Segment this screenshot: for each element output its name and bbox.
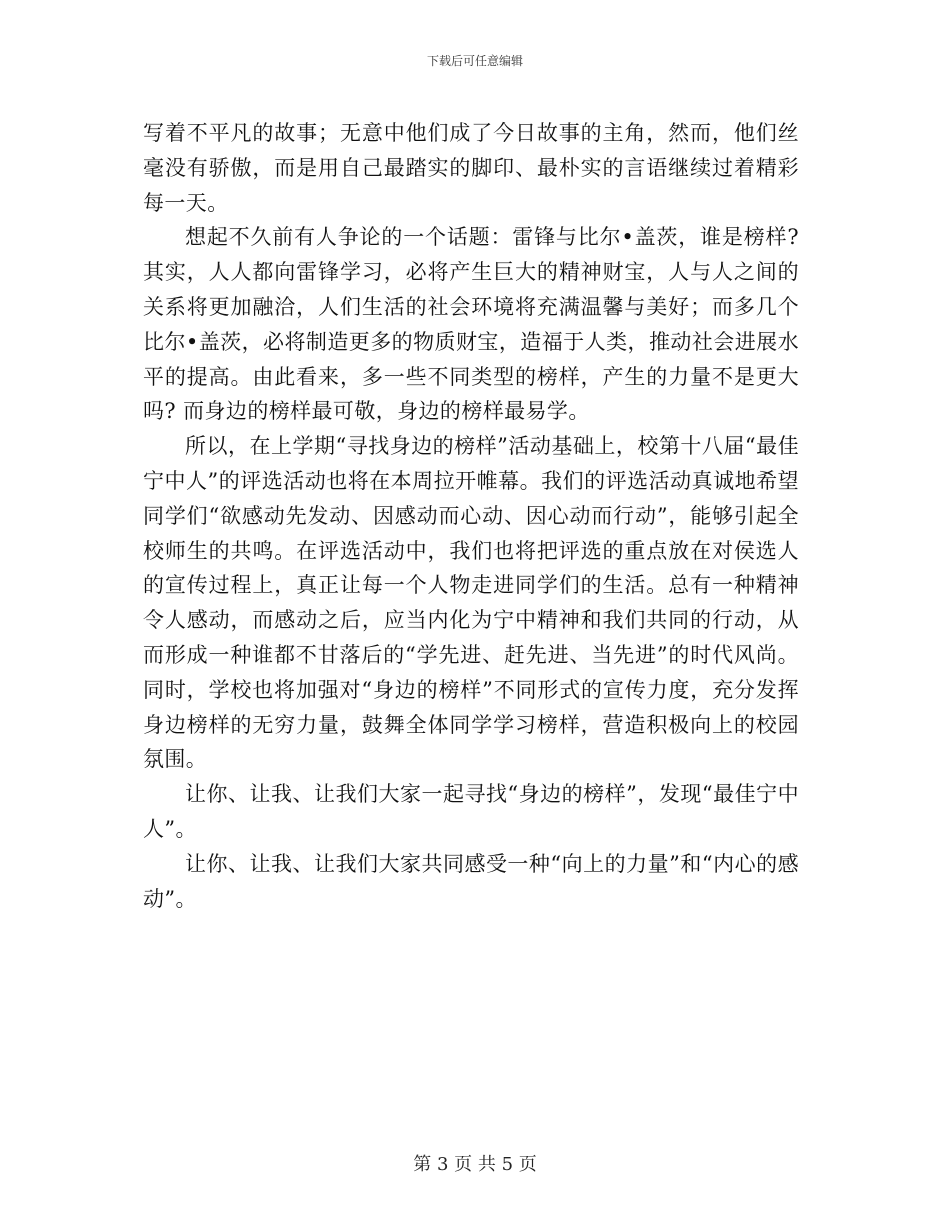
page-number: 第 3 页 共 5 页 <box>413 1154 537 1175</box>
page-header-note: 下载后可任意编辑 <box>426 54 523 68</box>
document-body <box>143 116 799 916</box>
paragraph-find-role-models: 让你、让我、让我们大家一起寻找“身边的榜样”，发现“最佳宁中人”。 <box>143 782 799 841</box>
paragraph-continued: 写着不平凡的故事；无意中他们成了今日故事的主角，然而，他们丝毫没有骄傲，而是用自己最踏实的脚印、最朴实的言语继续过着精彩每一天。 <box>143 121 799 215</box>
paragraph-selection-activity: 所以，在上学期“寻找身边的榜样”活动基础上，校第十八届“最佳宁中人”的评选活动也将在本周拉开帷幕。我们的评选活动真诚地希望同学们“欲感动先发动、因感动而心动、因心动而行动”，能够引起全校师生的共鸣。在评选活动中，我们也将把评选的重点放在对侯选人的宣传过程上，真正让每一个人物走进同学们的生活。总有一种精神令人感动，而感动之后，应当内化为宁中精神和我们共同的行动，从而形成一种谁都不甘落后的“学先进、赶先进、当先进”的时代风尚。同时，学校也将加强对“身边的榜样”不同形式的宣传力度，充分发挥身边榜样的无穷力量，鼓舞全体同学学习榜样，营造积极向上的校园氛围。 <box>143 434 799 772</box>
paragraph-leifeng-gates: 想起不久前有人争论的一个话题：雷锋与比尔•盖茨，谁是榜样?其实，人人都向雷锋学习，必将产生巨大的精神财宝，人与人之间的关系将更加融洽，人们生活的社会环境将充满温馨与美好；而多几个比尔•盖茨，必将制造更多的物质财宝，造福于人类，推动社会进展水平的提高。由此看来，多一些不同类型的榜样，产生的力量不是更大吗? 而身边的榜样最可敬，身边的榜样最易学。 <box>143 225 799 424</box>
paragraph-feel-power: 让你、让我、让我们大家共同感受一种“向上的力量”和“内心的感动”。 <box>143 851 799 911</box>
